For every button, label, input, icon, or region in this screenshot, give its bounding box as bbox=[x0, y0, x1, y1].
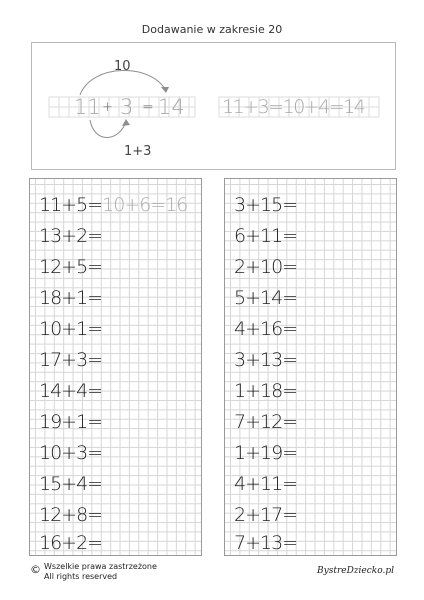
problem-text: 10+1= bbox=[39, 318, 103, 340]
problem-row bbox=[234, 196, 297, 215]
problem-text: 4+16= bbox=[234, 318, 298, 340]
problem-row bbox=[234, 258, 297, 277]
problem-row bbox=[234, 227, 297, 246]
problem-text: 3+15= bbox=[234, 194, 298, 216]
problem-text: 17+3= bbox=[39, 349, 103, 371]
problem-text: 2+17= bbox=[234, 504, 298, 526]
problem-row bbox=[39, 196, 187, 215]
problem-text: 7+13= bbox=[234, 532, 298, 554]
problem-row bbox=[39, 320, 102, 339]
copyright-text bbox=[44, 562, 157, 582]
example-top-number: 10 bbox=[114, 59, 131, 74]
problem-row bbox=[234, 320, 297, 339]
problem-text: 6+11= bbox=[234, 225, 298, 247]
problem-row bbox=[234, 351, 297, 370]
problem-text: 18+1= bbox=[39, 287, 103, 309]
top-arrow bbox=[80, 70, 166, 95]
brand-logo-text: BystreDziecko.pl bbox=[317, 566, 394, 576]
problem-text: 1+18= bbox=[234, 380, 298, 402]
problem-row bbox=[39, 444, 102, 463]
problem-text: 11+5= bbox=[39, 194, 103, 216]
problem-text: 16+2= bbox=[39, 532, 103, 554]
problem-row bbox=[39, 227, 102, 246]
worksheet-left bbox=[29, 178, 202, 556]
problem-row bbox=[234, 444, 297, 463]
bottom-arrow-head bbox=[122, 119, 130, 126]
problem-text: 4+11= bbox=[234, 473, 298, 495]
example-a: 11 bbox=[74, 95, 101, 119]
problem-text: 19+1= bbox=[39, 411, 103, 433]
bottom-arrow bbox=[90, 120, 126, 138]
problem-row bbox=[234, 289, 297, 308]
worksheet-right bbox=[224, 178, 397, 556]
top-arrow-head bbox=[161, 87, 169, 93]
problem-text: 2+10= bbox=[234, 256, 298, 278]
problem-row bbox=[39, 475, 102, 494]
page-title: Dodawanie w zakresie 20 bbox=[141, 23, 283, 36]
example-chain: 11+3=10+4=14 bbox=[222, 96, 365, 118]
problem-row bbox=[234, 534, 297, 553]
problem-row bbox=[234, 506, 297, 525]
example-bottom-label: 1+3 bbox=[124, 144, 152, 159]
problem-text: 12+8= bbox=[39, 504, 103, 526]
problem-row bbox=[39, 258, 102, 277]
problem-text: 15+4= bbox=[39, 473, 103, 495]
problem-row bbox=[234, 382, 297, 401]
problem-row bbox=[234, 475, 297, 494]
problem-text: 12+5= bbox=[39, 256, 103, 278]
copyright-icon: © bbox=[30, 563, 41, 576]
problem-text: 10+3= bbox=[39, 442, 103, 464]
problem-hint: 10+6=16 bbox=[102, 194, 188, 216]
problem-row bbox=[39, 534, 102, 553]
problem-text: 13+2= bbox=[39, 225, 103, 247]
problem-row bbox=[39, 289, 102, 308]
problem-row bbox=[39, 351, 102, 370]
problem-text: 1+19= bbox=[234, 442, 298, 464]
problem-row bbox=[39, 382, 102, 401]
example-box bbox=[31, 42, 396, 170]
problem-text: 3+13= bbox=[234, 349, 298, 371]
example-eq: = bbox=[142, 99, 154, 115]
problem-row bbox=[234, 413, 297, 432]
problem-text: 5+14= bbox=[234, 287, 298, 309]
problem-row bbox=[39, 506, 102, 525]
example-b: 3 bbox=[120, 95, 134, 119]
copyright-line-pl: Wszelkie prawa zastrzeżone bbox=[44, 562, 157, 571]
example-plus: + bbox=[102, 100, 113, 115]
problem-text: 14+4= bbox=[39, 380, 103, 402]
copyright-line-en: All rights reserved bbox=[44, 572, 118, 581]
problem-row bbox=[39, 413, 102, 432]
problem-text: 7+12= bbox=[234, 411, 298, 433]
example-result: 14 bbox=[158, 95, 185, 119]
